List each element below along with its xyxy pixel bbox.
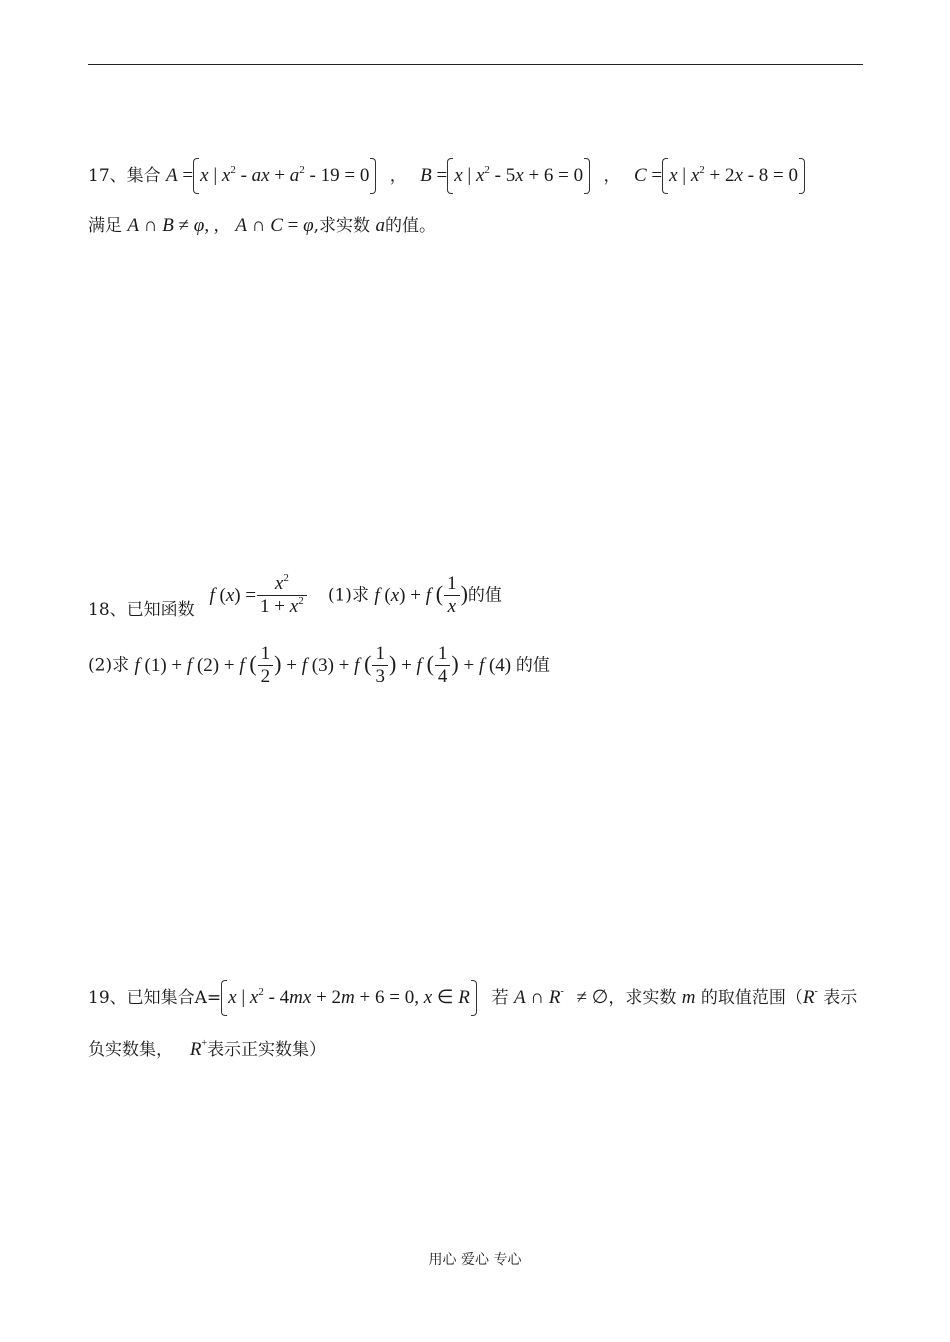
q17-set-a: A = x | $x^2$ - ax + $a^2 - 19 = 0$ xyxy=(166,165,376,186)
q19-line1 xyxy=(88,988,857,1007)
q17-line2-end: 的值。 xyxy=(384,216,436,236)
q17-set-c: C = x | $x^2 + 2x - 8 = 0$ xyxy=(634,165,805,186)
q18-line2 xyxy=(88,644,550,689)
q18-part2-end: 的值 xyxy=(515,655,550,676)
q19-r-minus: R- xyxy=(802,986,818,1008)
q17-line2 xyxy=(88,216,436,235)
q17-set-b: B = x | $x^2 - 5x + 6 = 0$ xyxy=(420,165,590,186)
q18-part2-expr: f (1) + f (2) + f ( $\frac{1}{2}$ ) + f (3) + f ( $\frac{1}{3}$ ) + f ( $\frac{1}{4}$ ) + f (4) xyxy=(134,643,516,687)
q17-line1: 17、集合 A = x | $x^2$ - ax + $a^2 - 19 = 0$ ， B = x | $x^2 - 5x + 6 = 0$ ， C = x | $x^2 + 2x - 8 = 0$ xyxy=(88,166,805,185)
q19-line2-b: 表示正实数集） xyxy=(207,1040,327,1060)
q19-line2 xyxy=(88,1040,326,1059)
q17-cond-ac: A ∩ C = φ xyxy=(235,215,314,236)
header-rule xyxy=(88,64,863,65)
q19-tail: 的取值范围（ xyxy=(700,988,803,1008)
q17-cond-ab: A ∩ B ≠ φ, , xyxy=(127,215,219,236)
q19-mid: ，求实数 xyxy=(608,988,677,1008)
q19-label: 19、已知集合A= xyxy=(88,988,222,1008)
q19-var-m: m xyxy=(681,987,696,1008)
q18-label: 18、已知函数 xyxy=(88,599,195,620)
q19-cond-expr: A ∩ R- ≠ ∅ xyxy=(514,986,609,1008)
q19-line2-a: 负实数集， xyxy=(88,1040,173,1060)
q17-line2-suffix: ,求实数 xyxy=(313,216,371,236)
q18-part1-end: 的值 xyxy=(467,585,502,606)
q17-var-a: a xyxy=(375,215,385,236)
q19-r-plus: R+ xyxy=(189,1038,208,1060)
q18-function-def: f (x) = $\frac{x^2}{1 + x^2}$ xyxy=(209,585,312,606)
q19-tail2: 表示 xyxy=(823,988,858,1008)
q17-line2-prefix: 满足 xyxy=(88,216,122,236)
page-footer: 用心 爱心 专心 xyxy=(428,1252,522,1268)
q18-part1-label: (1)求 xyxy=(327,585,369,606)
q18-part2-label: (2)求 xyxy=(88,655,130,676)
q18-part1-expr: f (x) + f ( $\frac{1}{x}$ ) xyxy=(374,573,468,617)
q18-line1 xyxy=(88,574,502,619)
q17-label: 17、集合 xyxy=(88,166,161,186)
q19-cond-label: 若 xyxy=(491,988,509,1008)
q19-set-a: x | $x^2 - 4mx + 2m + 6 = 0$, x ∈ R xyxy=(221,987,477,1008)
